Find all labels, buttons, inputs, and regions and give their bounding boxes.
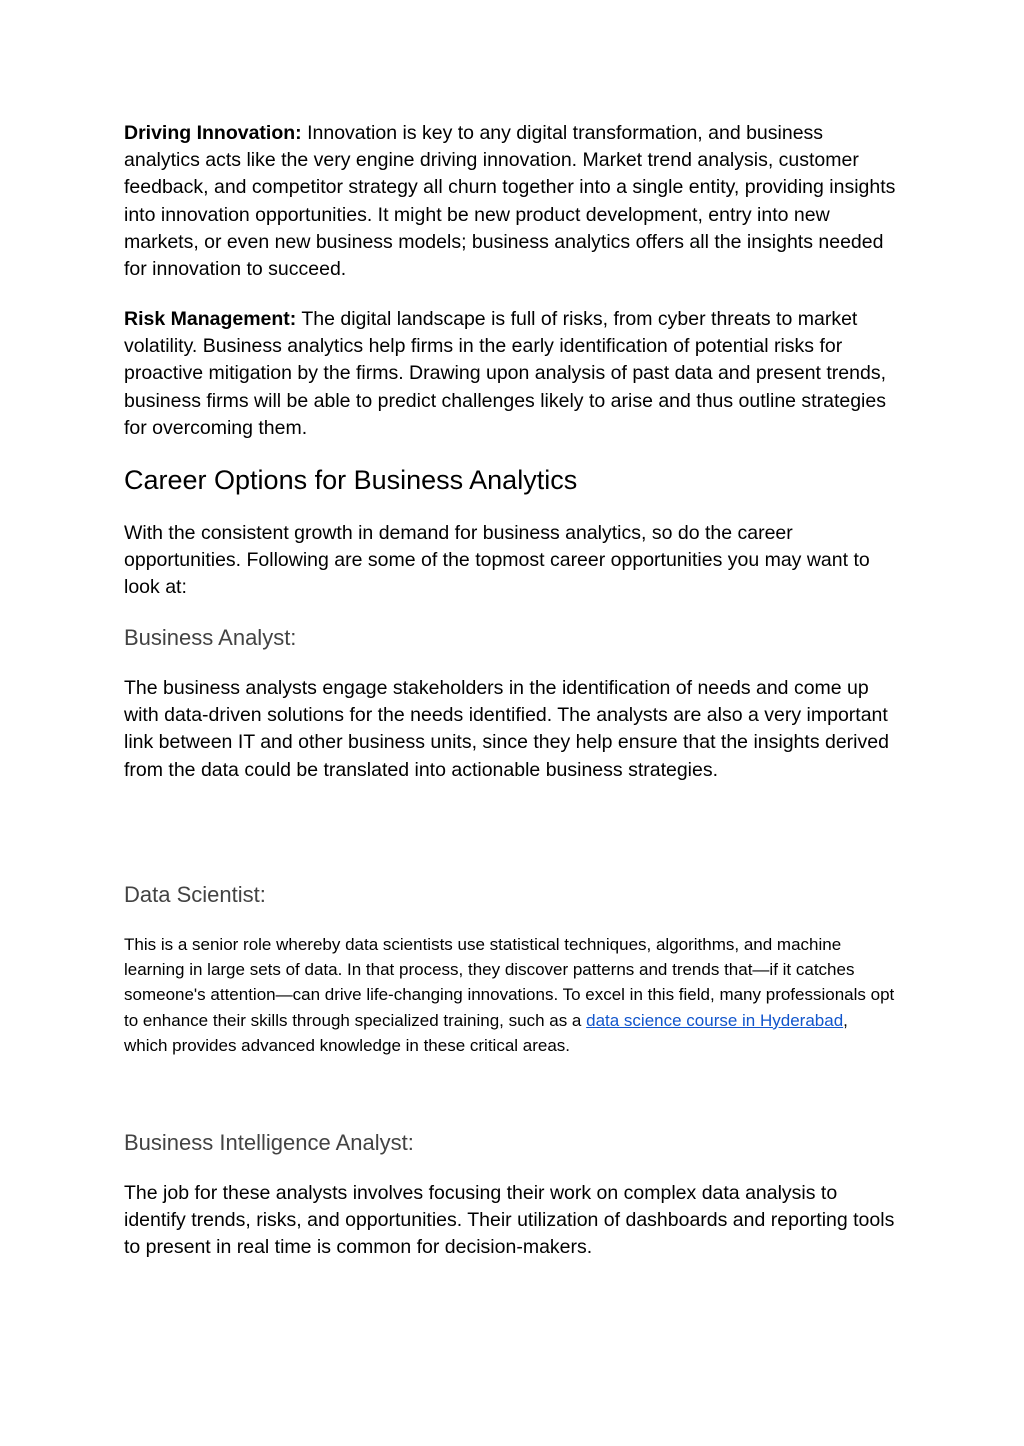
driving-innovation-text: Innovation is key to any digital transformation, and business analytics acts like the very engine driving innovation. Market trend analysis, customer feedback, and competitor strategy all churn together into a single entity, providing insights into innovation opportunities. It might be new product development, entry into new markets, or even new business models; business analytics offers all the insights needed for innovation to succeed. — [124, 122, 896, 281]
career-intro-paragraph: With the consistent growth in demand for business analytics, so do the career opportunities. Following are some of the topmost career opportunities you may want to look at: — [124, 522, 870, 599]
data-science-course-link[interactable]: data science course in Hyderabad — [586, 1010, 844, 1030]
bi-analyst-paragraph: The job for these analysts involves focusing their work on complex data analysis to identify trends, risks, and opportunities. Their utilization of dashboards and reporting tools to present in real time is common for decision-makers. — [124, 1182, 895, 1259]
business-analyst-paragraph: The business analysts engage stakeholders in the identification of needs and come up with data-driven solutions for the needs identified. The analysts are also a very important link between IT and other business units, since they help ensure that the insights derived from the data could be translated into actionable business strategies. — [124, 677, 889, 781]
career-options-heading: Career Options for Business Analytics — [124, 465, 578, 495]
data-scientist-text-after-link: , which provides advanced knowledge in these critical areas. — [124, 1010, 848, 1055]
data-scientist-paragraph — [124, 932, 896, 1058]
risk-management-text: The digital landscape is full of risks, from cyber threats to market volatility. Business analytics help firms in the early identification of potential risks for proactive mitigation by the firms. Drawing upon analysis of past data and present trends, business firms will be able to predict challenges likely to arise and thus outline strategies for overcoming them. — [124, 308, 886, 439]
driving-innovation-label: Driving Innovation: — [124, 122, 302, 144]
driving-innovation-paragraph — [124, 120, 896, 283]
data-scientist-heading: Data Scientist: — [124, 882, 266, 907]
risk-management-paragraph — [124, 306, 896, 442]
risk-management-label: Risk Management: — [124, 308, 297, 330]
data-scientist-text-before-link: This is a senior role whereby data scientists use statistical techniques, algorithms, and machine learning in large sets of data. In that process, they discover patterns and trends that—if it catches someone's attention—can drive life-changing innovations. To excel in this field, many professionals opt to enhance their skills through specialized training, such as a — [124, 935, 895, 1030]
bi-analyst-heading: Business Intelligence Analyst: — [124, 1130, 414, 1155]
business-analyst-heading: Business Analyst: — [124, 625, 297, 650]
